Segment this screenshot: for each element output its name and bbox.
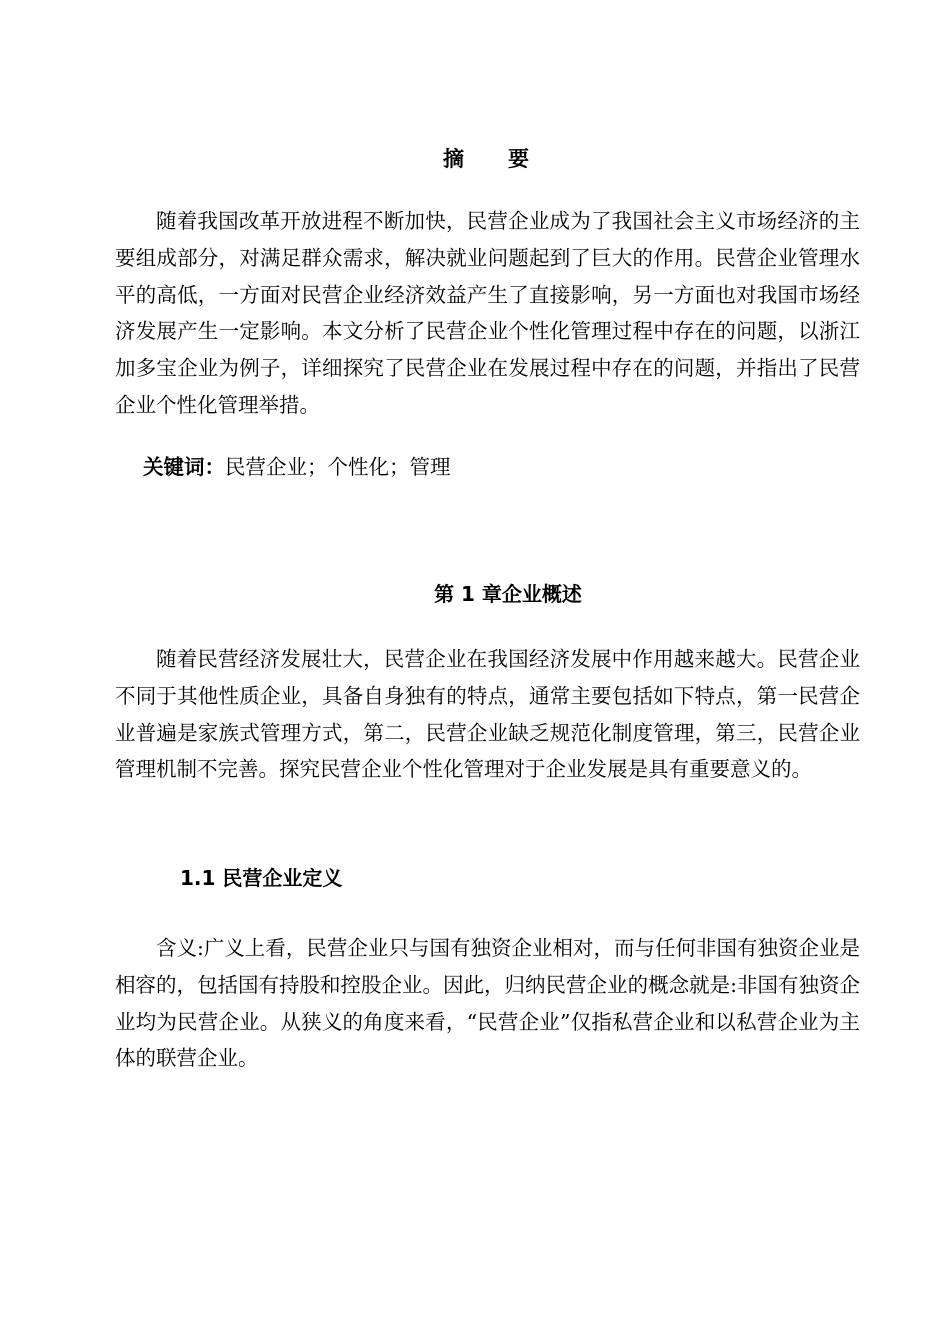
abstract-title: 摘要 [443, 147, 573, 171]
abstract-body: 随着我国改革开放进程不断加快，民营企业成为了我国社会主义市场经济的主要组成部分，对满足群众需求，解决就业问题起到了巨大的作用。民营企业管理水平的高低，一方面对民营企业经济效益产生了直接影响，另一方面也对我国市场经济发展产生一定影响。本文分析了民营企业个性化管理过程中存在的问题，以浙江加多宝企业为例子，详细探究了民营企业在发展过程中存在的问题，并指出了民营企业个性化管理举措。 [115, 209, 860, 417]
chapter-body: 随着民营经济发展壮大，民营企业在我国经济发展中作用越来越大。民营企业不同于其他性质企业，具备自身独有的特点，通常主要包括如下特点，第一民营企业普遍是家族式管理方式，第二，民营企业缺乏规范化制度管理，第三，民营企业管理机制不完善。探究民营企业个性化管理对于企业发展是具有重要意义的。 [115, 647, 860, 782]
chapter-title: 第 1 章企业概述 [434, 582, 582, 606]
keywords-line [143, 452, 451, 482]
section-body: 含义:广义上看，民营企业只与国有独资企业相对，而与任何非国有独资企业是相容的，包括国有持股和控股企业。因此，归纳民营企业的概念就是:非国有独资企业均为民营企业。从狭义的角度来看，“民营企业”仅指私营企业和以私营企业为主体的联营企业。 [115, 936, 860, 1071]
keywords-value: 民营企业；个性化；管理 [225, 455, 451, 479]
section-title: 1.1 民营企业定义 [180, 866, 343, 890]
keywords-label: 关键词： [143, 455, 225, 479]
